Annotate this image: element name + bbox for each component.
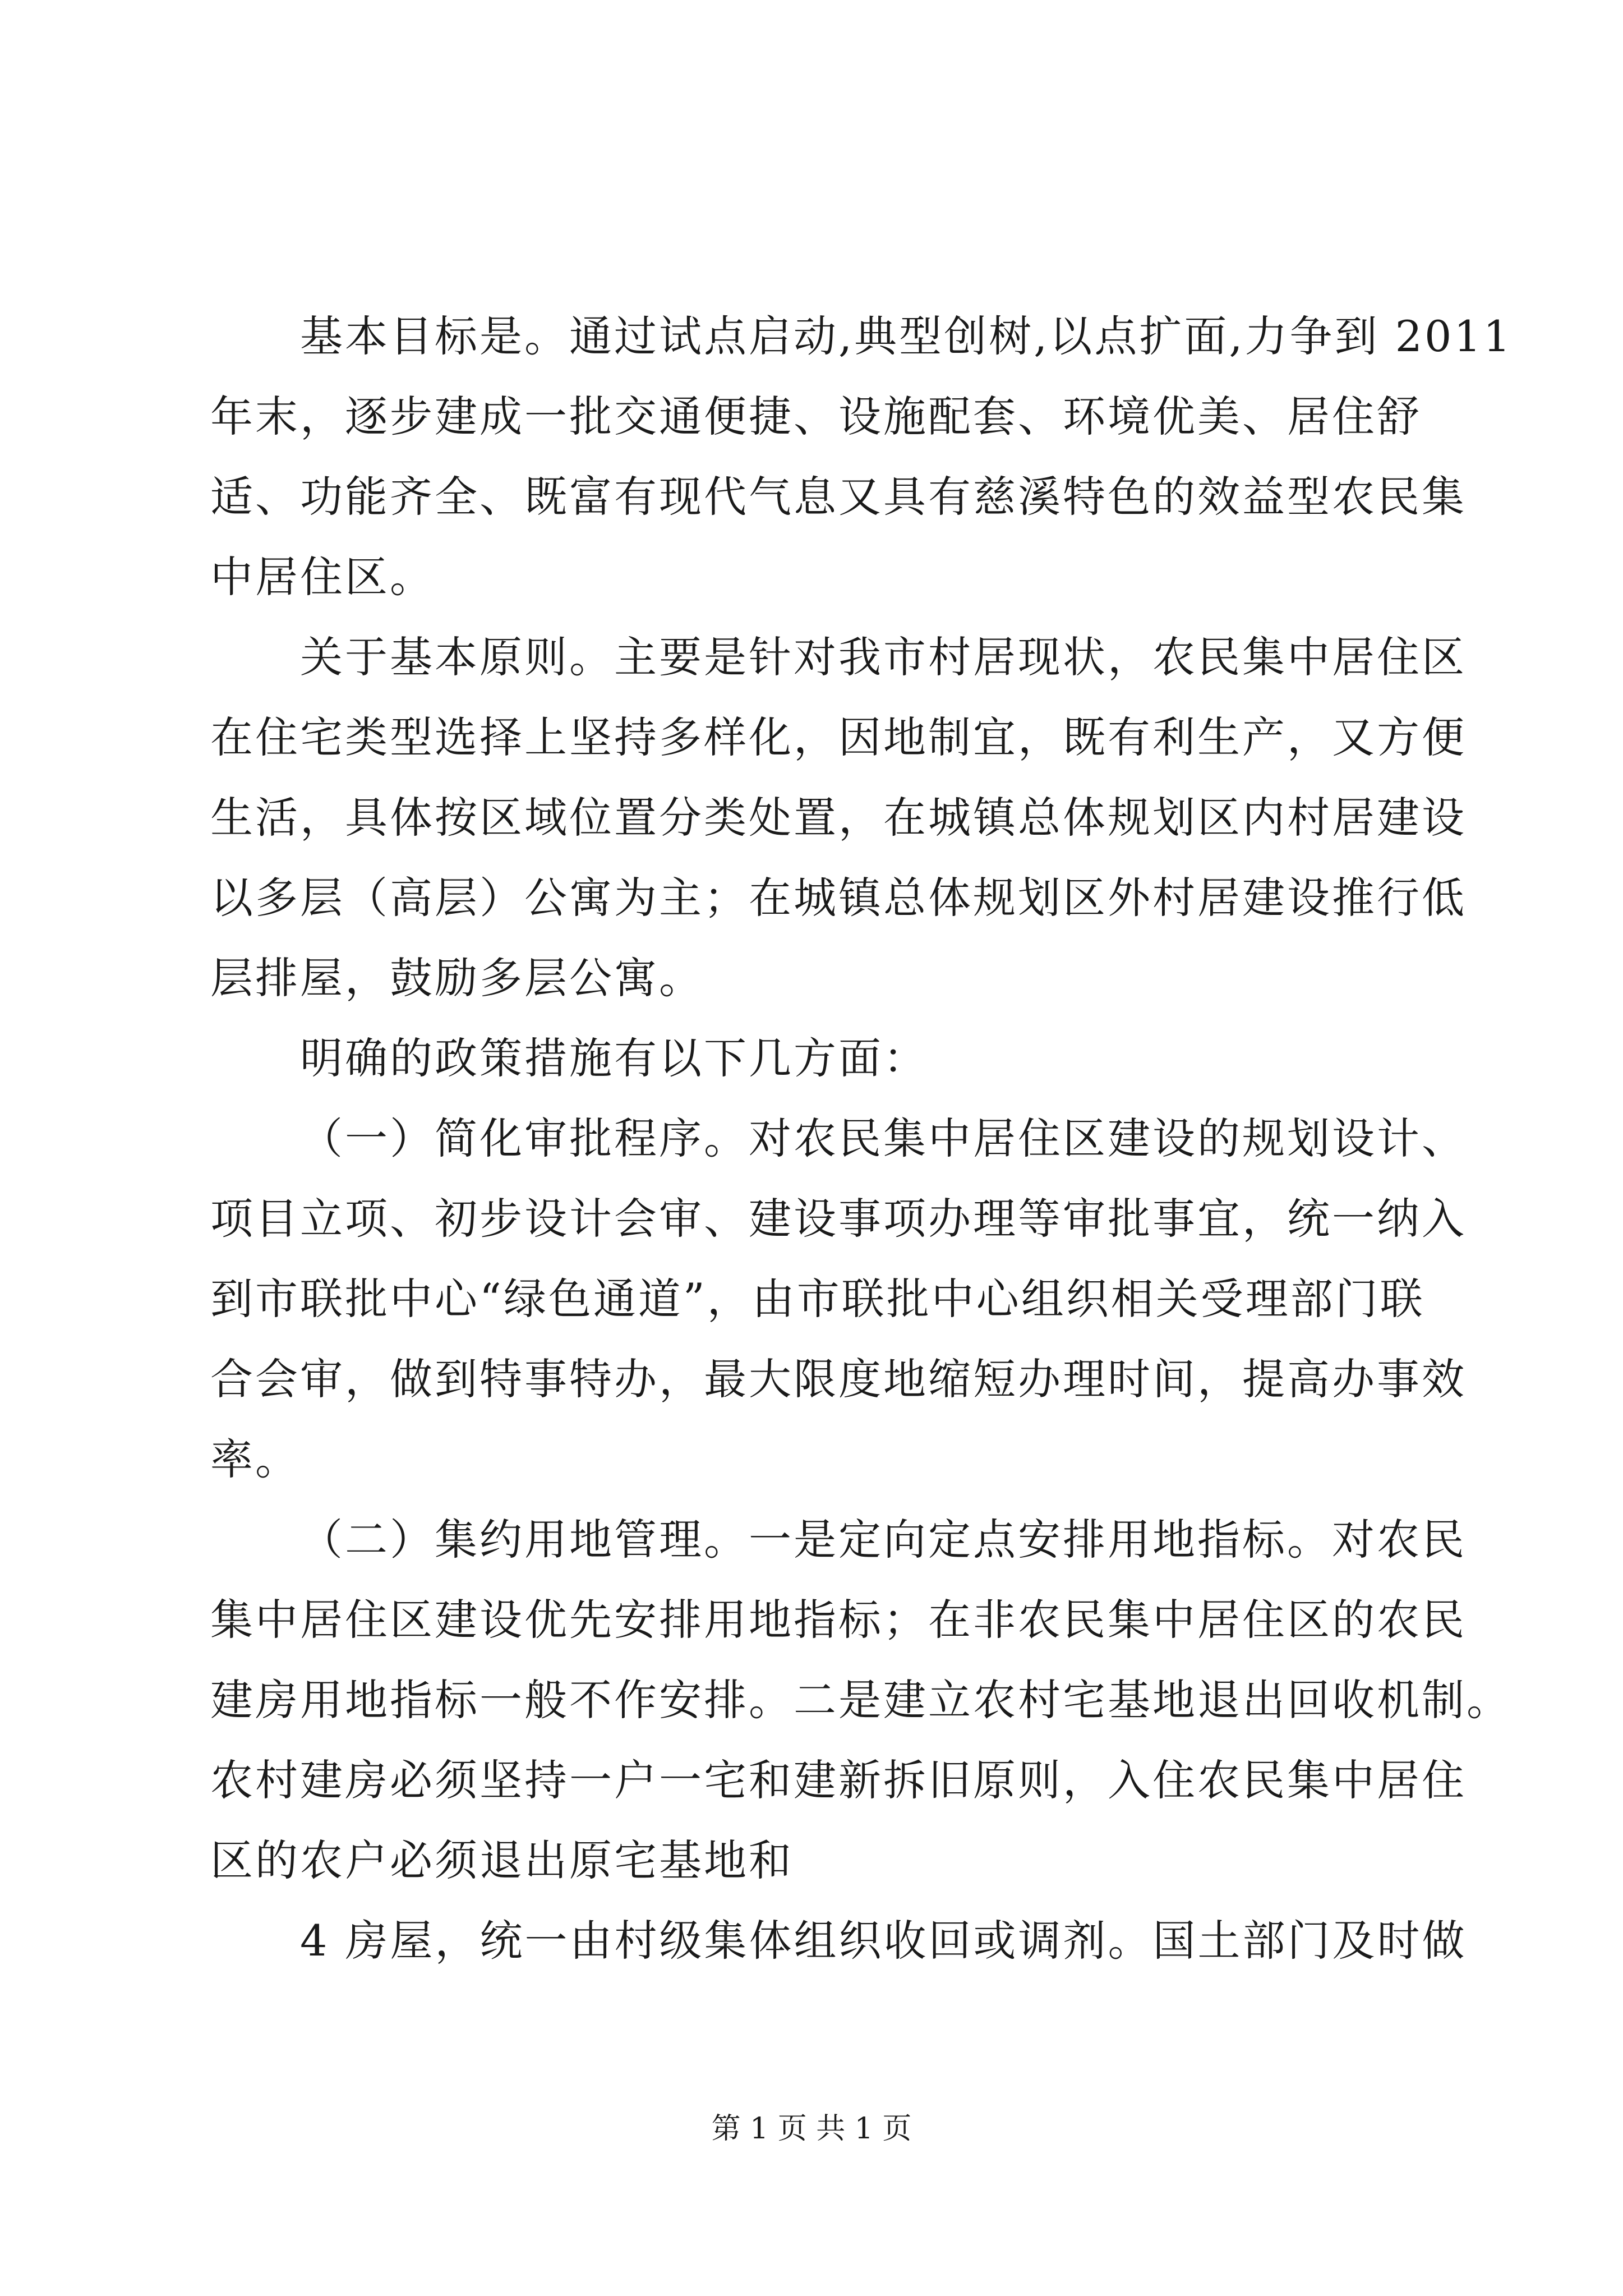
body-text-line: 年末，逐步建成一批交通便捷、设施配套、环境优美、居住舒 — [210, 392, 1422, 441]
body-text-line: 集中居住区建设优先安排用地指标；在非农民集中居住区的农民 — [210, 1595, 1467, 1645]
body-text-line: 率。 — [210, 1434, 300, 1484]
body-text-line: 合会审，做到特事特办，最大限度地缩短办理时间，提高办事效 — [210, 1354, 1467, 1404]
body-text-line: 基本目标是。通过试点启动,典型创树,以点扩面,力争到 2011 — [300, 311, 1513, 361]
body-text-line: 农村建房必须坚持一户一宅和建新拆旧原则，入住农民集中居住 — [210, 1755, 1467, 1805]
body-text-line: 项目立项、初步设计会审、建设事项办理等审批事宜，统一纳入 — [210, 1194, 1467, 1244]
page-number-footer: 第 1 页 共 1 页 — [711, 2112, 912, 2146]
body-text-line: 建房用地指标一般不作安排。二是建立农村宅基地退出回收机制。 — [210, 1675, 1511, 1725]
body-text-line: 适、功能齐全、既富有现代气息又具有慈溪特色的效益型农民集 — [210, 472, 1467, 522]
body-text-line: 区的农户必须退出原宅基地和 — [210, 1835, 794, 1885]
body-text-line: 中居住区。 — [210, 552, 435, 602]
body-text-line: 生活，具体按区域位置分类处置，在城镇总体规划区内村居建设 — [210, 793, 1467, 843]
body-text-line: 层排屋，鼓励多层公寓。 — [210, 953, 704, 1003]
body-text-line: 明确的政策措施有以下几方面： — [300, 1033, 928, 1083]
body-text-line: 到市联批中心“绿色通道”，由市联批中心组织相关受理部门联 — [210, 1274, 1425, 1324]
body-text-line: 以多层（高层）公寓为主；在城镇总体规划区外村居建设推行低 — [210, 873, 1467, 923]
body-text-line: （一）简化审批程序。对农民集中居住区建设的规划设计、 — [300, 1114, 1467, 1163]
body-text-line: 关于基本原则。主要是针对我市村居现状，农民集中居住区 — [300, 632, 1467, 682]
body-text-line: 在住宅类型选择上坚持多样化，因地制宜，既有利生产，又方便 — [210, 712, 1467, 762]
body-text-line: （二）集约用地管理。一是定向定点安排用地指标。对农民 — [300, 1515, 1467, 1565]
body-text-line: 4 房屋，统一由村级集体组织收回或调剂。国土部门及时做 — [300, 1916, 1467, 1966]
